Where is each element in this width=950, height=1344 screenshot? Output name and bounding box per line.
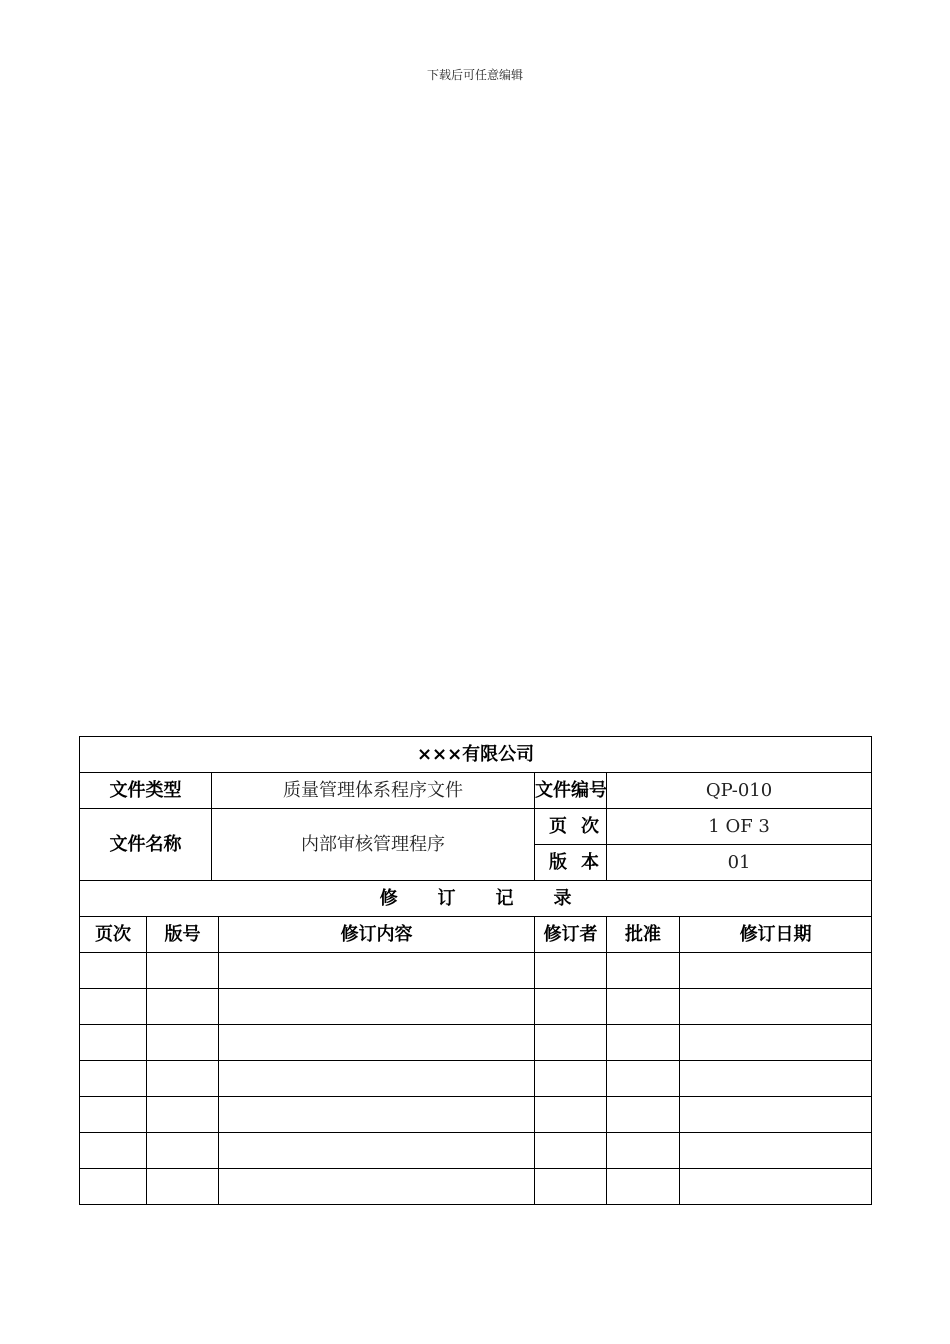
table-cell — [607, 1097, 680, 1133]
table-cell — [535, 1061, 607, 1097]
table-cell — [680, 1097, 872, 1133]
table-cell — [680, 989, 872, 1025]
table-row — [80, 1097, 872, 1133]
table-cell — [80, 1097, 147, 1133]
version-label: 版本 — [535, 845, 607, 881]
table-row — [80, 1133, 872, 1169]
table-cell — [80, 1061, 147, 1097]
table-cell — [80, 1169, 147, 1205]
page-header: 下载后可任意编辑 — [426, 68, 523, 82]
table-cell — [219, 1169, 535, 1205]
document-control-table — [79, 736, 872, 1205]
table-cell — [607, 989, 680, 1025]
table-cell — [607, 1169, 680, 1205]
header-approver: 批准 — [607, 917, 680, 953]
table-cell — [219, 953, 535, 989]
table-cell — [535, 953, 607, 989]
doc-no-label: 文件编号 — [535, 773, 607, 809]
doc-type-value: 质量管理体系程序文件 — [212, 773, 535, 809]
header-reviser: 修订者 — [535, 917, 607, 953]
table-row — [80, 1169, 872, 1205]
table-cell — [219, 1025, 535, 1061]
table-row — [80, 1061, 872, 1097]
table-cell — [680, 1061, 872, 1097]
table-cell — [219, 1061, 535, 1097]
table-cell — [147, 1169, 219, 1205]
table-cell — [80, 953, 147, 989]
table-cell — [219, 1133, 535, 1169]
table-cell — [535, 1169, 607, 1205]
table-cell — [147, 989, 219, 1025]
table-cell — [535, 989, 607, 1025]
doc-name-label: 文件名称 — [80, 809, 212, 881]
table-cell — [80, 1025, 147, 1061]
header-version: 版号 — [147, 917, 219, 953]
table-cell — [80, 989, 147, 1025]
table-cell — [147, 1133, 219, 1169]
table-cell — [607, 1025, 680, 1061]
table-cell — [535, 1025, 607, 1061]
header-date: 修订日期 — [680, 917, 872, 953]
doc-no-value: QP-010 — [607, 773, 872, 809]
table-cell — [147, 953, 219, 989]
table-cell — [680, 1025, 872, 1061]
table-cell — [535, 1097, 607, 1133]
table-row — [80, 989, 872, 1025]
page-value: 1 OF 3 — [607, 809, 872, 845]
company-name: ×××有限公司 — [80, 737, 872, 773]
header-content: 修订内容 — [219, 917, 535, 953]
table-cell — [607, 1133, 680, 1169]
version-value: 01 — [607, 845, 872, 881]
table-cell — [607, 1061, 680, 1097]
table-cell — [147, 1097, 219, 1133]
table-cell — [219, 1097, 535, 1133]
table-cell — [80, 1133, 147, 1169]
revision-header-row — [80, 917, 872, 953]
header-page: 页次 — [80, 917, 147, 953]
revision-rows — [80, 953, 872, 1205]
table-cell — [680, 1169, 872, 1205]
revision-record-title: 修订记录 — [80, 881, 872, 917]
doc-type-label: 文件类型 — [80, 773, 212, 809]
table-cell — [535, 1133, 607, 1169]
table-cell — [147, 1061, 219, 1097]
doc-name-value: 内部审核管理程序 — [212, 809, 535, 881]
table-cell — [147, 1025, 219, 1061]
table-cell — [680, 953, 872, 989]
page-label: 页次 — [535, 809, 607, 845]
table-row — [80, 1025, 872, 1061]
table-cell — [680, 1133, 872, 1169]
table-cell — [607, 953, 680, 989]
table-row — [80, 953, 872, 989]
table-cell — [219, 989, 535, 1025]
